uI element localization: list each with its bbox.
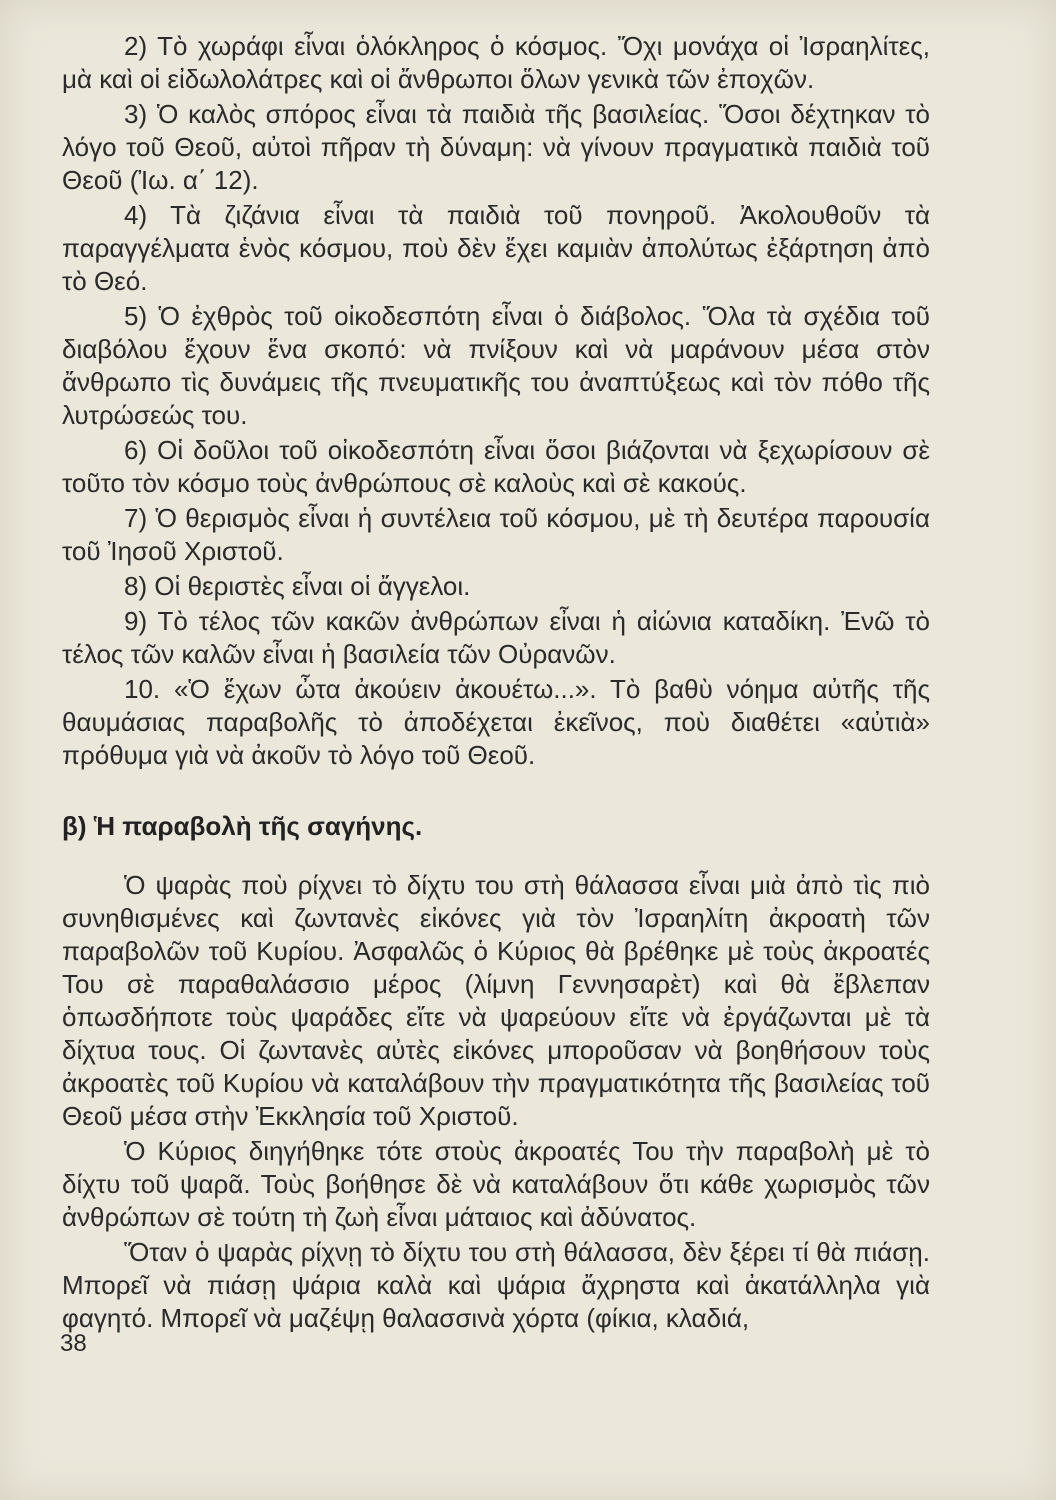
body-paragraph: Ὅταν ὁ ψαρὰς ρίχνῃ τὸ δίχτυ του στὴ θάλασσα, δὲν ξέρει τί θὰ πιάσῃ. Μπορεῖ νὰ πιάσῃ ψάρια καλὰ καὶ ψάρια ἄχρηστα καὶ ἀκατάλληλα γιὰ φαγητό. Μπορεῖ νὰ μαζέψῃ θαλασσινὰ χόρτα (φίκια, κλαδιά, — [62, 1237, 930, 1333]
list-item-2: 2) Τὸ χωράφι εἶναι ὁλόκληρος ὁ κόσμος. Ὄχι μονάχα οἱ Ἰσραηλίτες, μὰ καὶ οἱ εἰδωλολάτρες καὶ οἱ ἄνθρωποι ὅλων γενικὰ τῶν ἐποχῶν. — [62, 31, 930, 94]
list-item-8: 8) Οἱ θεριστὲς εἶναι οἱ ἄγγελοι. — [124, 571, 471, 601]
page-body — [62, 30, 930, 1337]
list-item-9: 9) Τὸ τέλος τῶν κακῶν ἀνθρώπων εἶναι ἡ αἰώνια καταδίκη. Ἐνῶ τὸ τέλος τῶν καλῶν εἶναι ἡ βασιλεία τῶν Οὐρανῶν. — [62, 606, 930, 669]
section-heading: β) Ἡ παραβολὴ τῆς σαγήνης. — [62, 811, 423, 841]
page-number: 38 — [60, 1330, 87, 1357]
list-item-3: 3) Ὁ καλὸς σπόρος εἶναι τὰ παιδιὰ τῆς βασιλείας. Ὅσοι δέχτηκαν τὸ λόγο τοῦ Θεοῦ, αὐτοὶ πῆραν τὴ δύναμη: νὰ γίνουν πραγματικὰ παιδιὰ τοῦ Θεοῦ (Ἰω. α΄ 12). — [62, 99, 930, 195]
list-item-6: 6) Οἱ δοῦλοι τοῦ οἰκοδεσπότη εἶναι ὅσοι βιάζονται νὰ ξεχωρίσουν σὲ τοῦτο τὸν κόσμο τοὺς ἀνθρώπους σὲ καλοὺς καὶ σὲ κακούς. — [62, 435, 930, 498]
body-paragraph: Ὁ Κύριος διηγήθηκε τότε στοὺς ἀκροατές Του τὴν παραβολὴ μὲ τὸ δίχτυ τοῦ ψαρᾶ. Τοὺς βοήθησε δὲ νὰ καταλάβουν ὅτι κάθε χωρισμὸς τῶν ἀνθρώπων σὲ τούτη τὴ ζωὴ εἶναι μάταιος καὶ ἀδύνατος. — [62, 1136, 930, 1232]
list-item-4: 4) Τὰ ζιζάνια εἶναι τὰ παιδιὰ τοῦ πονηροῦ. Ἀκολουθοῦν τὰ παραγγέλματα ἑνὸς κόσμου, ποὺ δὲν ἔχει καμιὰν ἀπολύτως ἐξάρτηση ἀπὸ τὸ Θεό. — [62, 200, 930, 296]
list-item-10: 10. «Ὁ ἔχων ὦτα ἀκούειν ἀκουέτω...». Τὸ βαθὺ νόημα αὐτῆς τῆς θαυμάσιας παραβολῆς τὸ ἀποδέχεται ἐκεῖνος, ποὺ διαθέτει «αὐτιὰ» πρόθυμα γιὰ νὰ ἀκοῦν τὸ λόγο τοῦ Θεοῦ. — [62, 674, 930, 770]
body-paragraph: Ὁ ψαρὰς ποὺ ρίχνει τὸ δίχτυ του στὴ θάλασσα εἶναι μιὰ ἀπὸ τὶς πιὸ συνηθισμένες καὶ ζωντανὲς εἰκόνες γιὰ τὸν Ἰσραηλίτη ἀκροατὴ τῶν παραβολῶν τοῦ Κυρίου. Ἀσφαλῶς ὁ Κύριος θὰ βρέθηκε μὲ τοὺς ἀκροατές Του σὲ παραθαλάσσιο μέρος (λίμνη Γεννησαρὲτ) καὶ θὰ ἔβλεπαν ὁπωσδήποτε τοὺς ψαράδες εἴτε νὰ ψαρεύουν εἴτε νὰ ἐργάζωνται μὲ τὰ δίχτυα τους. Οἱ ζωντανὲς αὐτὲς εἰκόνες μποροῦσαν νὰ βοηθήσουν τοὺς ἀκροατὲς τοῦ Κυρίου νὰ καταλάβουν τὴν πραγματικότητα τῆς βασιλείας τοῦ Θεοῦ μέσα στὴν Ἐκκλησία τοῦ Χριστοῦ. — [62, 870, 930, 1131]
list-item-7: 7) Ὁ θερισμὸς εἶναι ἡ συντέλεια τοῦ κόσμου, μὲ τὴ δευτέρα παρουσία τοῦ Ἰησοῦ Χριστοῦ. — [62, 503, 930, 566]
list-item-5: 5) Ὁ ἐχθρὸς τοῦ οἰκοδεσπότη εἶναι ὁ διάβολος. Ὅλα τὰ σχέδια τοῦ διαβόλου ἔχουν ἕνα σκοπό: νὰ πνίξουν καὶ νὰ μαράνουν μέσα στὸν ἄνθρωπο τὶς δυνάμεις τῆς πνευματικῆς του ἀναπτύξεως καὶ τὸν πόθο τῆς λυτρώσεώς του. — [62, 301, 930, 430]
